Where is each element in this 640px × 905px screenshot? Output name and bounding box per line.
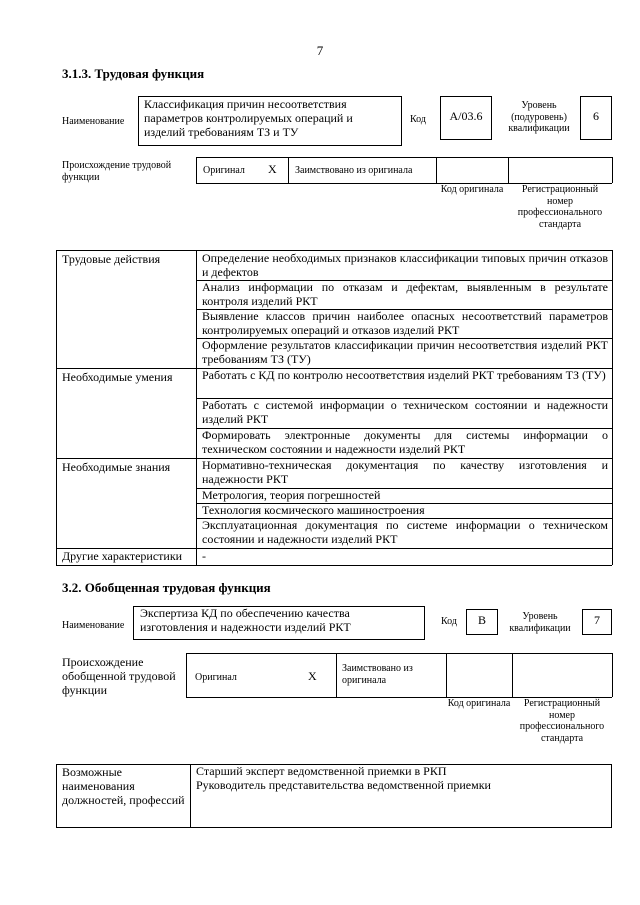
row-label-actions: Трудовые действия — [62, 252, 161, 266]
table-right-line — [612, 250, 613, 565]
origin-divider — [446, 653, 447, 697]
origin-divider — [512, 653, 513, 697]
origin-divider — [436, 157, 437, 183]
row-label-knowledge: Необходимые знания — [62, 460, 171, 474]
code-label-2: Код — [441, 616, 457, 627]
code-label: Код — [410, 114, 426, 125]
origin-top-line — [186, 653, 612, 654]
other-item: - — [202, 549, 206, 563]
page-number: 7 — [316, 43, 324, 58]
knowledge-item: Метрология, теория погрешностей — [202, 488, 381, 502]
origin-divider — [186, 653, 187, 697]
position-item: Руководитель представительства ведомственной приемки — [196, 778, 491, 792]
skill-item: Формировать электронные документы для системы информации о техническом состоянии и надежности изделий РКТ — [202, 428, 608, 456]
borrowed-label-2: Заимствовано из оригинала — [342, 663, 413, 686]
origin-label-2: Происхождение обобщенной трудовой функции — [62, 655, 176, 697]
section-heading-32: 3.2. Обобщенная трудовая функция — [62, 580, 271, 595]
positions-label: Возможные наименования должностей, профессий — [62, 765, 185, 807]
name-value-2: Экспертиза КД по обеспечению качества изготовления и надежности изделий РКТ — [140, 606, 351, 634]
row-label-skills: Необходимые умения — [62, 370, 173, 384]
positions-divider — [190, 764, 191, 828]
origin-label: Происхождение трудовой функции — [62, 160, 172, 183]
borrowed-label: Заимствовано из оригинала — [295, 165, 413, 176]
skill-item: Работать с КД по контролю несоответствия изделий РКТ требованиям ТЗ (ТУ) — [202, 368, 606, 382]
name-label-2: Наименование — [62, 620, 125, 631]
reg-number-label: Регистрационный номер профессионального стандарта — [517, 184, 603, 230]
original-label-2: Оригинал — [195, 672, 237, 683]
skill-item: Работать с системой информации о техническом состоянии и надежности изделий РКТ — [202, 398, 608, 426]
code-original-label: Код оригинала — [440, 184, 504, 195]
origin-divider — [612, 157, 613, 183]
original-mark-2: X — [308, 669, 317, 683]
origin-divider — [336, 653, 337, 697]
action-item: Оформление результатов классификации причин несоответствия изделий РКТ требованиям ТЗ (ТУ) — [202, 338, 608, 366]
action-item: Анализ информации по отказам и дефектам, выявленным в результате контроля изделий РКТ — [202, 280, 608, 308]
origin-top-line — [196, 157, 612, 158]
knowledge-item: Технология космического машиностроения — [202, 503, 425, 517]
position-item: Старший эксперт ведомственной приемки в РКП — [196, 764, 447, 778]
level-value: 6 — [593, 109, 599, 123]
origin-divider — [612, 653, 613, 697]
table-left-line — [56, 250, 57, 565]
origin-divider — [288, 157, 289, 183]
row-label-other: Другие характеристики — [62, 549, 183, 563]
knowledge-item: Эксплуатационная документация по системе информации о техническом состоянии и надежности изделий РКТ — [202, 518, 608, 546]
name-value: Классификация причин несоответствия параметров контролируемых операций и изделий требованиям ТЗ и ТУ — [144, 97, 353, 139]
action-item: Определение необходимых признаков классификации типовых причин отказов и дефектов — [202, 251, 608, 279]
level-label: Уровень (подуровень) квалификации — [508, 100, 570, 134]
origin-divider — [508, 157, 509, 183]
section-heading-313: 3.1.3. Трудовая функция — [62, 66, 205, 81]
code-value: А/03.6 — [449, 109, 483, 123]
origin-divider — [196, 157, 197, 183]
code-original-label-2: Код оригинала — [447, 698, 511, 709]
original-label: Оригинал — [203, 165, 245, 176]
action-item: Выявление классов причин наиболее опасных несоответствий параметров контролируемых операций и отказов изделий РКТ — [202, 309, 608, 337]
level-value-2: 7 — [594, 613, 600, 627]
reg-number-label-2: Регистрационный номер профессионального стандарта — [519, 698, 605, 744]
level-label-2: Уровень квалификации — [509, 611, 571, 634]
name-label: Наименование — [62, 116, 125, 127]
code-value-2: B — [477, 613, 486, 627]
table-bottom-line — [56, 565, 612, 566]
knowledge-item: Нормативно-техническая документация по качеству изготовления и надежности РКТ — [202, 458, 608, 486]
original-mark: X — [268, 162, 277, 176]
